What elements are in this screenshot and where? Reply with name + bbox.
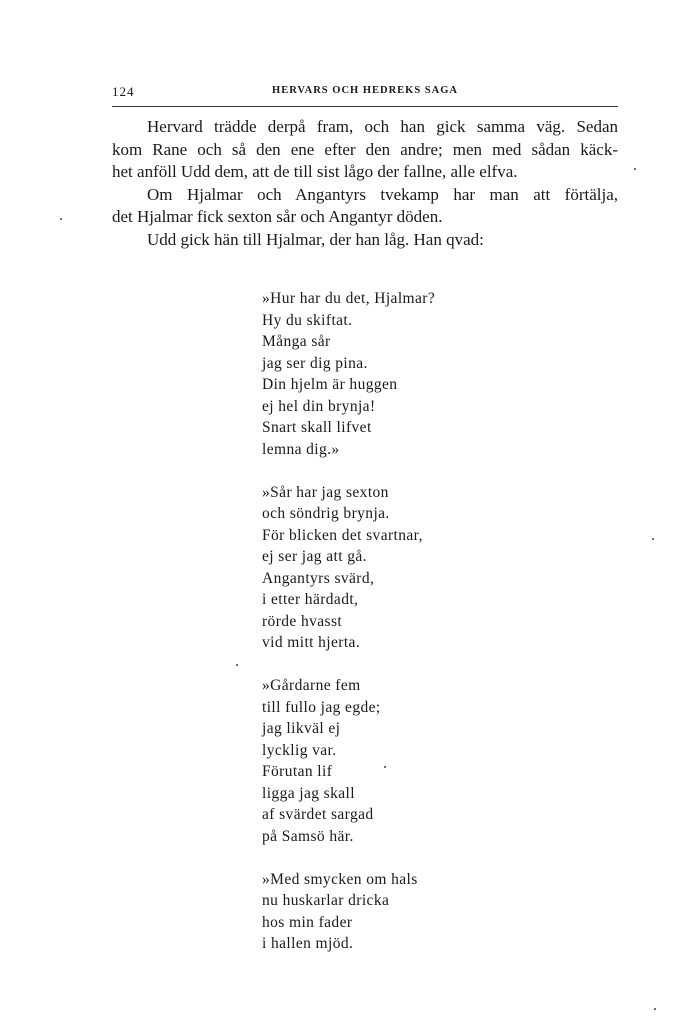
scan-speck [60, 218, 62, 220]
verse-line: i etter härdadt, [262, 591, 359, 608]
verse-line: »Sår har jag sexton [262, 483, 389, 501]
verse-line: hos min fader [262, 913, 353, 931]
verse-line: jag likväl ej [262, 720, 341, 737]
verse-line: vid mitt hjerta. [262, 634, 361, 651]
verse-line: »Hur har du det, Hjalmar? [262, 290, 436, 307]
prose-line: het anföll Udd dem, att de till sist lågo der fallne, alle elfva. [112, 162, 518, 181]
verse-line: För blicken det svartnar, [262, 526, 423, 544]
prose-paragraphs [112, 116, 618, 251]
running-title: HERVARS OCH HEDREKS SAGA [272, 85, 458, 96]
verse-line: Många sår [262, 333, 331, 350]
verse-line: ligga jag skall [262, 784, 355, 802]
verse-line: Snart skall lifvet [262, 419, 372, 436]
prose-line: det Hjalmar fick sexton sår och Angantyr döden. [112, 207, 443, 226]
verse-line: Hy du skiftat. [262, 311, 353, 329]
poem-stanza [262, 869, 435, 955]
verse-line: ej ser jag att gå. [262, 548, 367, 565]
verse-line: lycklig var. [262, 741, 337, 759]
verse-line: ej hel din brynja! [262, 397, 376, 415]
page-number: 124 [112, 84, 135, 99]
scan-speck [654, 1008, 656, 1010]
poem [262, 288, 435, 976]
prose-line: Om Hjalmar och Angantyrs tvekamp har man att förtälja, [147, 184, 618, 204]
running-head [112, 84, 618, 104]
verse-line: Din hjelm är huggen [262, 376, 398, 393]
verse-line: lemna dig.» [262, 440, 340, 458]
prose-line: Hervard trädde derpå fram, och han gick samma väg. Sedan [147, 117, 618, 136]
prose-line: Udd gick hän till Hjalmar, der han låg. Han qvad: [147, 229, 484, 249]
scan-speck [384, 766, 386, 768]
verse-line: jag ser dig pina. [262, 354, 368, 372]
verse-line: »Gårdarne fem [262, 677, 361, 694]
scan-speck [652, 538, 654, 540]
poem-stanza [262, 288, 435, 460]
verse-line: i hallen mjöd. [262, 935, 354, 952]
verse-line: af svärdet sargad [262, 806, 374, 823]
poem-stanza [262, 482, 435, 654]
prose-line: kom Rane och så den ene efter den andre; men med sådan käck- [112, 139, 618, 159]
scan-speck [634, 168, 636, 170]
verse-line: Förutan lif [262, 763, 333, 780]
header-rule [112, 106, 618, 107]
verse-line: på Samsö här. [262, 827, 354, 845]
verse-line: rörde hvasst [262, 612, 343, 630]
verse-line: och söndrig brynja. [262, 505, 390, 522]
verse-line: Angantyrs svärd, [262, 569, 375, 587]
verse-line: nu huskarlar dricka [262, 892, 390, 909]
verse-line: till fullo jag egde; [262, 698, 381, 716]
poem-stanza [262, 675, 435, 847]
scan-speck [236, 664, 238, 666]
verse-line: »Med smycken om hals [262, 870, 418, 888]
